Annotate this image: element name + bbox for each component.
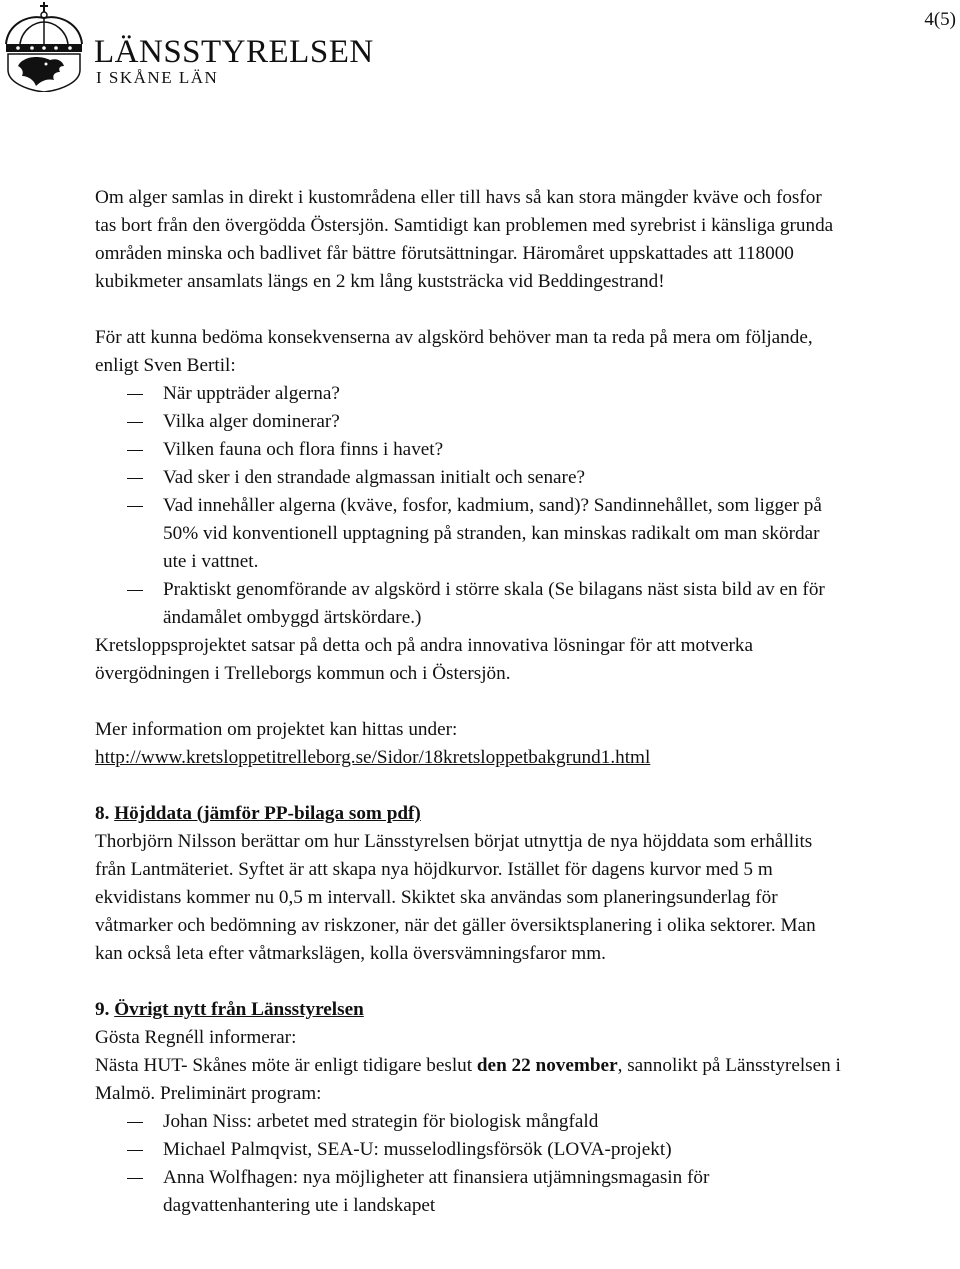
paragraph-consequences: För att kunna bedöma konsekvenserna av algskörd behöver man ta reda på mera om följande, enligt Sven Bertil: [95,327,813,376]
section-number: 9. [95,999,110,1020]
meeting-paragraph [95,1052,845,1108]
list-item: Vad innehåller algerna (kväve, fosfor, kadmium, sand)? Sandinnehållet, som ligger på 50% vid konventionell upptagning på stranden, kan minskas radikalt om man skördar ute i vattnet. [95,492,845,576]
section-8-heading [95,800,845,828]
project-link[interactable]: http://www.kretsloppetitrelleborg.se/Sidor/18kretsloppetbakgrund1.html [95,747,651,768]
section-title: Övrigt nytt från Länsstyrelsen [114,999,364,1020]
logo-subtitle: I SKÅNE LÄN [96,68,219,87]
program-list [95,1108,845,1220]
lansstyrelsen-logo [0,0,374,92]
list-item: Anna Wolfhagen: nya möjligheter att finansiera utjämningsmagasin för dagvattenhantering ute i landskapet [95,1164,845,1220]
informer-line: Gösta Regnéll informerar: [95,1027,297,1048]
document-body [95,184,845,1220]
list-item: Vilka alger dominerar? [95,408,845,436]
section-9-heading [95,996,845,1024]
meeting-text-post: , sannolikt på Länsstyrelsen i Malmö. Preliminärt program: [95,1055,841,1104]
paragraph-kretslopp: Kretsloppsprojektet satsar på detta och på andra innovativa lösningar för att motverka övergödningen i Trelleborgs kommun och i Östersjön. [95,635,754,684]
list-item: Vilken fauna och flora finns i havet? [95,436,845,464]
list-item: Praktiskt genomförande av algskörd i större skala (Se bilagans näst sista bild av en för ändamålet ombyggd ärtskördare.) [95,576,845,632]
meeting-date: den 22 november [476,1055,618,1076]
question-list [95,380,845,632]
meeting-text-pre: Nästa HUT- Skånes möte är enligt tidigare beslut [95,1055,477,1076]
list-item: Vad sker i den strandade algmassan initialt och senare? [95,464,845,492]
page-number: 4(5) [924,9,956,30]
list-item: Johan Niss: arbetet med strategin för biologisk mångfald [95,1108,845,1136]
list-item: Michael Palmqvist, SEA-U: musselodlingsförsök (LOVA-projekt) [95,1136,845,1164]
logo-title: LÄNSSTYRELSEN [94,34,374,70]
section-title: Höjddata (jämför PP-bilaga som pdf) [114,803,421,824]
more-info-text: Mer information om projektet kan hittas under: [95,719,458,740]
section-number: 8. [95,803,110,824]
list-item: När uppträder algerna? [95,380,845,408]
section-8-text: Thorbjörn Nilsson berättar om hur Länsstyrelsen börjat utnyttja de nya höjddata som erhållits från Lantmäteriet. Syftet är att skapa nya höjdkurvor. Istället för dagens kurvor med 5 m ekvidistans kommer nu 0,5 m intervall. Skiktet ska användas som planeringsunderlag för våtmarker och bedömning av riskzoner, när det gäller översiktsplanering i olika sektorer. Man kan också leta efter våtmarkslägen, kolla översvämningsfaror mm. [95,831,816,964]
paragraph-algae-collection: Om alger samlas in direkt i kustområdena eller till havs så kan stora mängder kväve och fosfor tas bort från den övergödda Östersjön. Samtidigt kan problemen med syrebrist i känsliga grunda områden minska och badlivet får bättre förutsättningar. Häromåret uppskattades att 118000 kubikmeter ansamlats längs en 2 km lång kuststräcka vid Beddingestrand! [95,187,834,292]
crown-crest-icon [0,0,92,92]
